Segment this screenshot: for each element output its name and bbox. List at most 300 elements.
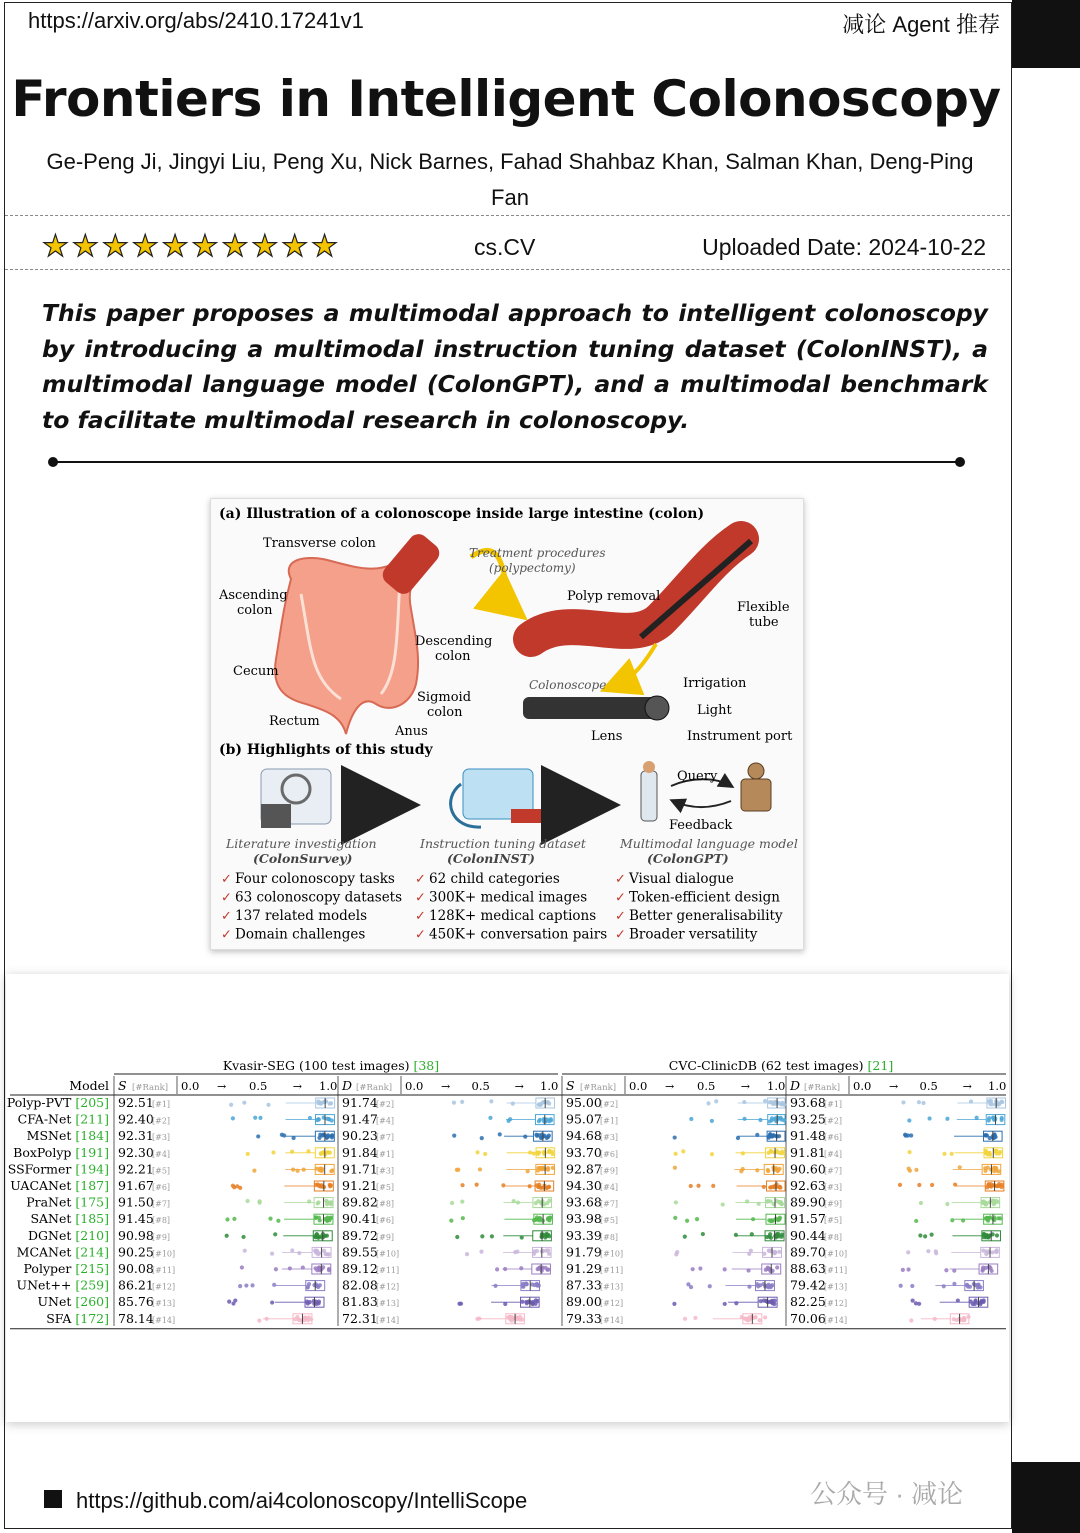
paper-summary: This paper proposes a multimodal approach to intelligent colonoscopy by introducing a multimodal instruction tuning dataset (ColonINST), a multimodal language model (ColonGPT), and a multimodal benchmark to facilitate multimodal research in colonoscopy.: [42, 299, 988, 435]
sample-dot: [985, 1152, 989, 1156]
sample-dot: [745, 1199, 749, 1203]
sample-dot: [934, 1249, 938, 1253]
sample-dot: [749, 1315, 753, 1319]
score-value: 90.60: [790, 1161, 826, 1177]
sample-dot: [683, 1234, 687, 1238]
sample-dot: [231, 1301, 235, 1305]
sample-dot: [768, 1119, 772, 1123]
rank-value: [#4]: [600, 1183, 619, 1192]
model-column-header: Model: [69, 1078, 109, 1093]
sample-dot: [899, 1284, 903, 1288]
sample-dot: [768, 1269, 772, 1273]
tick-label: 1.0: [767, 1079, 786, 1093]
check-icon: ✓: [615, 890, 626, 906]
sample-dot: [268, 1217, 272, 1221]
score-value: 91.57: [790, 1211, 826, 1227]
sample-dot: [548, 1216, 552, 1220]
sample-dot: [961, 1318, 965, 1322]
sample-dot: [244, 1283, 248, 1287]
sample-dot: [313, 1234, 317, 1238]
sample-dot: [525, 1282, 529, 1286]
score-value: 89.70: [790, 1244, 826, 1260]
sample-dot: [480, 1136, 484, 1140]
divider-top: [5, 215, 1010, 216]
sample-dot: [309, 1317, 313, 1321]
rank-value: [#9]: [600, 1166, 619, 1176]
sample-dot: [753, 1315, 757, 1319]
sample-dot: [235, 1184, 239, 1188]
sample-dot: [984, 1201, 988, 1205]
model-name: UACANet [187]: [10, 1178, 109, 1193]
sample-dot: [966, 1315, 970, 1319]
sample-dot: [762, 1252, 766, 1256]
github-link[interactable]: https://github.com/ai4colonoscopy/IntelliScope: [76, 1488, 528, 1513]
sample-dot: [742, 1117, 746, 1121]
tick-label: 1.0: [319, 1079, 338, 1093]
sample-dot: [988, 1200, 992, 1204]
sample-dot: [306, 1149, 310, 1153]
sample-dot: [711, 1184, 715, 1188]
sample-dot: [258, 1116, 262, 1120]
sample-dot: [907, 1150, 911, 1154]
score-value: 89.00: [566, 1294, 602, 1310]
sample-dot: [765, 1200, 769, 1204]
sample-dot: [998, 1216, 1002, 1220]
rank-value: [#12]: [600, 1299, 624, 1309]
sample-dot: [520, 1235, 524, 1239]
column-title: Literature investigation: [226, 836, 377, 851]
sample-dot: [773, 1250, 777, 1254]
paper-category: cs.CV: [474, 234, 536, 260]
score-value: 93.70: [566, 1144, 602, 1160]
rank-value: [#5]: [376, 1183, 395, 1192]
sample-dot: [535, 1183, 539, 1187]
tick-label: 1.0: [988, 1079, 1007, 1093]
sample-dot: [256, 1134, 260, 1138]
score-value: 70.06: [790, 1310, 826, 1326]
sample-dot: [952, 1317, 956, 1321]
rank-value: [#9]: [824, 1199, 843, 1209]
sample-dot: [455, 1235, 459, 1239]
sample-dot: [910, 1284, 914, 1288]
sample-dot: [914, 1168, 918, 1172]
tick-label: 0.5: [697, 1079, 716, 1093]
sample-dot: [465, 1252, 469, 1256]
score-value: 93.98: [566, 1211, 602, 1227]
sample-dot: [985, 1216, 989, 1220]
highlight-item: Token-efficient design: [629, 889, 780, 906]
tick-label: 0.0: [405, 1079, 424, 1093]
sample-dot: [541, 1166, 545, 1170]
paper-title: Frontiers in Intelligent Colonoscopy: [11, 70, 1001, 128]
sample-dot: [942, 1284, 946, 1288]
score-value: 88.63: [790, 1261, 826, 1276]
brand-label: 减论 Agent 推荐: [842, 12, 1000, 37]
check-icon: ✓: [415, 872, 426, 887]
sample-dot: [295, 1169, 299, 1173]
sample-dot: [765, 1235, 769, 1239]
sample-dot: [528, 1184, 532, 1188]
label-rectum: Rectum: [269, 714, 320, 729]
sample-dot: [673, 1135, 677, 1139]
sample-dot: [528, 1150, 532, 1154]
rating-stars: [42, 232, 338, 262]
sample-dot: [981, 1267, 985, 1271]
sample-dot: [907, 1167, 911, 1171]
label-treatment-2: (polypectomy): [489, 561, 576, 575]
score-value: 91.47: [342, 1111, 378, 1127]
sample-dot: [329, 1215, 333, 1219]
sample-dot: [252, 1169, 256, 1173]
column-subtitle: (ColonINST): [447, 851, 535, 866]
rank-value: [#10]: [600, 1249, 624, 1259]
sample-dot: [945, 1117, 949, 1121]
sample-dot: [978, 1285, 982, 1289]
sample-dot: [961, 1218, 965, 1222]
rank-value: [#3]: [376, 1166, 395, 1176]
sample-dot: [290, 1150, 294, 1154]
sample-dot: [318, 1167, 322, 1171]
sample-dot: [995, 1184, 999, 1188]
sample-dot: [475, 1183, 479, 1187]
score-value: 81.83: [342, 1294, 378, 1310]
dataset-icon: [451, 769, 545, 827]
sample-dot: [328, 1102, 332, 1106]
model-name: SFA [172]: [46, 1310, 109, 1326]
model-name: CFA-Net [211]: [17, 1111, 109, 1127]
rank-value: [#13]: [152, 1299, 176, 1309]
score-value: 90.41: [342, 1211, 378, 1227]
sample-dot: [323, 1234, 327, 1238]
sample-dot: [317, 1136, 321, 1140]
check-icon: ✓: [415, 909, 426, 924]
sample-dot: [911, 1298, 915, 1302]
tick-label: 0.0: [853, 1079, 872, 1093]
sample-dot: [242, 1101, 246, 1105]
sample-dot: [706, 1101, 710, 1105]
tick-arrow: →: [217, 1080, 227, 1093]
sample-dot: [734, 1301, 738, 1305]
sample-dot: [323, 1252, 327, 1256]
rank-value: [#9]: [376, 1232, 395, 1242]
sample-dot: [721, 1202, 725, 1206]
sample-dot: [317, 1117, 321, 1121]
sample-dot: [781, 1102, 785, 1106]
sample-dot: [539, 1102, 543, 1106]
corner-block-bottom: [1012, 1462, 1080, 1533]
sample-dot: [674, 1252, 678, 1256]
sample-dot: [926, 1249, 930, 1253]
label-flexible: Flexible: [737, 600, 790, 615]
sample-dot: [983, 1169, 987, 1173]
sample-dot: [317, 1216, 321, 1220]
sample-dot: [538, 1118, 542, 1122]
column-title: Instruction tuning dataset: [420, 836, 586, 851]
sample-dot: [685, 1219, 689, 1223]
score-value: 92.21: [118, 1161, 154, 1177]
sample-dot: [681, 1149, 685, 1153]
sample-dot: [780, 1232, 784, 1236]
sample-dot: [945, 1202, 949, 1206]
label-transverse: Transverse colon: [263, 536, 376, 551]
rank-value: [#11]: [824, 1266, 848, 1275]
rank-value: [#1]: [152, 1100, 171, 1109]
rank-header: [#Rank]: [132, 1083, 169, 1093]
metric-header: D: [790, 1078, 801, 1093]
score-value: 93.39: [566, 1227, 602, 1243]
sample-dot: [769, 1150, 773, 1154]
sample-dot: [942, 1152, 946, 1156]
sample-dot: [773, 1234, 777, 1238]
sample-dot: [984, 1252, 988, 1256]
sample-dot: [317, 1301, 321, 1305]
sample-dot: [238, 1284, 242, 1288]
sample-dot: [480, 1234, 484, 1238]
label-query: Query: [677, 769, 718, 784]
rank-value: [#2]: [600, 1100, 619, 1109]
sample-dot: [747, 1285, 751, 1289]
rank-value: [#1]: [376, 1149, 395, 1159]
rank-value: [#6]: [376, 1216, 395, 1226]
highlight-item: 128K+ medical captions: [429, 908, 597, 924]
sample-dot: [999, 1099, 1003, 1103]
sample-dot: [536, 1152, 540, 1156]
score-value: 91.45: [118, 1211, 154, 1227]
rank-header: [#Rank]: [580, 1083, 617, 1093]
sample-dot: [987, 1234, 991, 1238]
tick-label: 0.5: [249, 1079, 268, 1093]
sample-dot: [550, 1150, 554, 1154]
tick-arrow: →: [441, 1080, 451, 1093]
rank-value: [#2]: [824, 1116, 843, 1126]
sample-dot: [532, 1218, 536, 1222]
sample-dot: [691, 1267, 695, 1271]
sample-dot: [914, 1219, 918, 1223]
model-name: Polyp-PVT [205]: [6, 1095, 109, 1110]
sample-dot: [270, 1252, 274, 1256]
sample-dot: [974, 1298, 978, 1302]
rank-value: [#3]: [152, 1133, 171, 1143]
score-value: 91.71: [342, 1161, 378, 1177]
label-descending: Descending: [415, 634, 493, 649]
sample-dot: [326, 1133, 330, 1137]
sample-dot: [708, 1284, 712, 1288]
rank-value: [#13]: [376, 1299, 400, 1309]
sample-dot: [246, 1152, 250, 1156]
score-value: 89.12: [342, 1261, 378, 1276]
sample-dot: [450, 1201, 454, 1205]
model-name: SSFormer [194]: [7, 1161, 109, 1177]
score-value: 92.40: [118, 1111, 154, 1127]
literature-icon: [261, 769, 331, 828]
label-instrument-port: Instrument port: [687, 729, 793, 744]
highlight-item: Domain challenges: [235, 926, 366, 943]
sample-dot: [461, 1216, 465, 1220]
column-title: Multimodal language model: [620, 836, 798, 851]
label-lens: Lens: [591, 729, 623, 744]
rank-value: [#13]: [600, 1282, 624, 1292]
sample-dot: [498, 1132, 502, 1136]
label-descending-2: colon: [435, 649, 471, 664]
star-icon: ★: [71, 230, 99, 263]
rank-value: [#9]: [152, 1232, 171, 1242]
sample-dot: [907, 1118, 911, 1122]
sample-dot: [921, 1101, 925, 1105]
sample-dot: [763, 1315, 767, 1319]
sample-dot: [510, 1319, 514, 1323]
rank-value: [#5]: [152, 1166, 171, 1176]
score-value: 79.42: [790, 1277, 826, 1293]
score-value: 93.25: [790, 1111, 826, 1127]
sample-dot: [250, 1283, 254, 1287]
sample-dot: [501, 1183, 505, 1187]
sample-dot: [547, 1133, 551, 1137]
sample-dot: [696, 1184, 700, 1188]
sample-dot: [511, 1101, 515, 1105]
score-value: 93.68: [566, 1194, 602, 1210]
label-light: Light: [697, 703, 732, 718]
sample-dot: [526, 1169, 530, 1173]
sample-dot: [982, 1232, 986, 1236]
rank-value: [#14]: [152, 1315, 176, 1325]
sample-dot: [768, 1232, 772, 1236]
sample-dot: [460, 1183, 464, 1187]
rank-value: [#11]: [600, 1266, 624, 1275]
sample-dot: [769, 1248, 773, 1252]
sample-dot: [980, 1300, 984, 1304]
sample-dot: [546, 1233, 550, 1237]
sample-dot: [714, 1099, 718, 1103]
arrow-to-colonoscope: [611, 644, 656, 687]
sample-dot: [952, 1269, 956, 1273]
score-value: 91.84: [342, 1144, 378, 1160]
score-value: 87.33: [566, 1277, 602, 1293]
rank-value: [#12]: [824, 1299, 848, 1309]
sample-dot: [755, 1282, 759, 1286]
score-value: 82.25: [790, 1294, 826, 1310]
sample-dot: [906, 1267, 910, 1271]
sample-dot: [527, 1299, 531, 1303]
tick-arrow: →: [514, 1080, 524, 1093]
sample-dot: [930, 1233, 934, 1237]
sample-dot: [758, 1118, 762, 1122]
sample-dot: [994, 1250, 998, 1254]
sample-dot: [302, 1168, 306, 1172]
sample-dot: [523, 1135, 527, 1139]
sample-dot: [674, 1152, 678, 1156]
rank-value: [#6]: [600, 1149, 619, 1159]
metric-header: D: [342, 1078, 353, 1093]
sample-dot: [227, 1300, 231, 1304]
sample-dot: [944, 1268, 948, 1272]
sample-dot: [265, 1317, 269, 1321]
rank-value: [#11]: [376, 1266, 400, 1275]
sample-dot: [755, 1168, 759, 1172]
sample-dot: [782, 1118, 786, 1122]
star-icon: ★: [131, 230, 159, 263]
label-anus: Anus: [395, 724, 428, 739]
sample-dot: [767, 1100, 771, 1104]
arxiv-url[interactable]: https://arxiv.org/abs/2410.17241v1: [28, 8, 364, 33]
sample-dot: [245, 1199, 249, 1203]
sample-dot: [780, 1150, 784, 1154]
rank-value: [#10]: [152, 1249, 176, 1259]
sample-dot: [1000, 1116, 1004, 1120]
sample-dot: [330, 1118, 334, 1122]
figure-overview: [210, 498, 804, 950]
sample-dot: [906, 1250, 910, 1254]
sample-dot: [723, 1267, 727, 1271]
rank-value: [#4]: [824, 1149, 843, 1159]
sample-dot: [775, 1265, 779, 1269]
sample-dot: [766, 1168, 770, 1172]
rank-header: [#Rank]: [804, 1083, 841, 1093]
check-icon: ✓: [415, 927, 426, 943]
sample-dot: [764, 1268, 768, 1272]
sample-dot: [297, 1318, 301, 1322]
label-irrigation: Irrigation: [683, 676, 747, 691]
label-ascending: Ascending: [219, 588, 288, 603]
sample-dot: [315, 1201, 319, 1205]
rank-value: [#14]: [600, 1315, 624, 1325]
model-name: MSNet [184]: [26, 1128, 109, 1144]
score-value: 89.82: [342, 1194, 378, 1210]
sample-dot: [266, 1103, 270, 1107]
upload-date: Uploaded Date: 2024-10-22: [702, 234, 986, 260]
rank-value: [#14]: [376, 1315, 400, 1325]
sample-dot: [455, 1168, 459, 1172]
score-value: 93.68: [790, 1095, 826, 1110]
highlight-item: 300K+ medical images: [429, 889, 588, 906]
tick-label: 0.5: [471, 1079, 490, 1093]
rank-value: [#4]: [152, 1149, 171, 1159]
sample-dot: [308, 1300, 312, 1304]
score-value: 78.14: [118, 1310, 154, 1326]
fig1-title-a: (a) Illustration of a colonoscope inside large intestine (colon): [219, 506, 705, 522]
sample-dot: [906, 1133, 910, 1137]
star-icon: ★: [311, 230, 339, 263]
tick-label: 0.5: [919, 1079, 938, 1093]
sample-dot: [475, 1317, 479, 1321]
sample-dot: [225, 1217, 229, 1221]
sample-dot: [297, 1251, 301, 1255]
sample-dot: [672, 1302, 676, 1306]
sample-dot: [723, 1302, 727, 1306]
sample-dot: [762, 1185, 766, 1189]
star-icon: ★: [281, 230, 309, 263]
benchmark-chart: [6, 974, 1009, 1422]
sample-dot: [290, 1248, 294, 1252]
check-icon: ✓: [615, 927, 626, 943]
sample-dot: [231, 1116, 235, 1120]
score-value: 92.30: [118, 1144, 154, 1160]
sample-dot: [327, 1267, 331, 1271]
rank-value: [#7]: [152, 1199, 171, 1209]
sample-dot: [742, 1100, 746, 1104]
footer-bullet: [44, 1490, 62, 1508]
sample-dot: [540, 1269, 544, 1273]
check-icon: ✓: [221, 872, 232, 887]
sample-dot: [769, 1236, 773, 1240]
sample-dot: [325, 1202, 329, 1206]
check-icon: ✓: [221, 890, 232, 906]
sample-dot: [674, 1200, 678, 1204]
sample-dot: [316, 1099, 320, 1103]
sample-dot: [531, 1300, 535, 1304]
fig1-title-b: (b) Highlights of this study: [219, 742, 433, 758]
sample-dot: [901, 1100, 905, 1104]
star-icon: ★: [42, 230, 69, 263]
